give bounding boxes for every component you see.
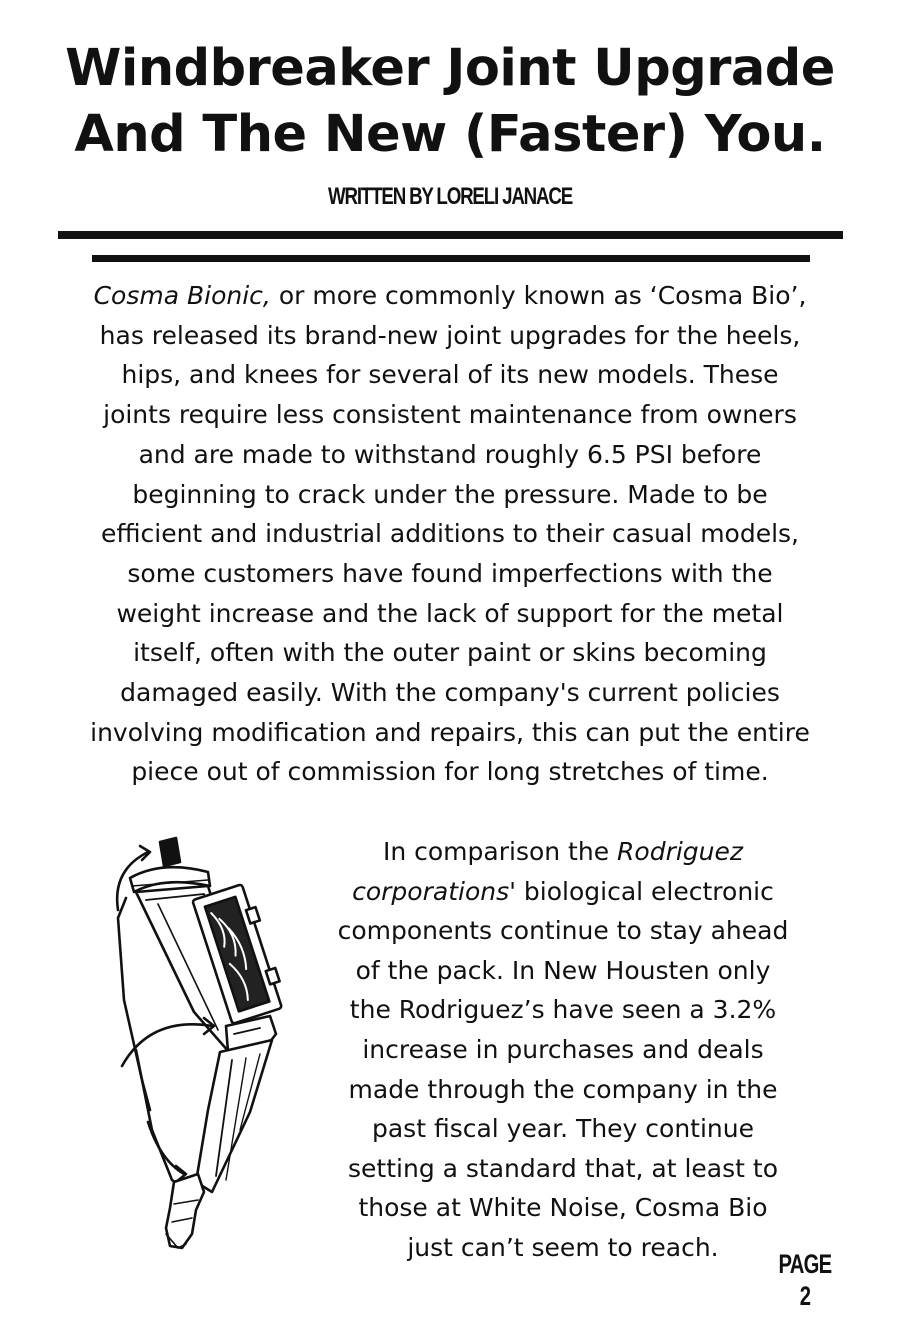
paragraph-line: Cosma Bionic, or more commonly known as ‘Cosma Bio’,	[93, 281, 807, 310]
intro-paragraph	[30, 276, 870, 792]
comparison-paragraph	[300, 832, 826, 1268]
paragraph-line: In comparison the Rodriguez	[382, 837, 744, 866]
paragraph-line: beginning to crack under the pressure. Made to be	[132, 479, 768, 509]
paragraph-line: some customers have found imperfections with the	[127, 558, 773, 588]
paragraph-line: has released its brand-new joint upgrades for the heels,	[99, 320, 801, 350]
divider-rule	[58, 231, 843, 239]
paragraph-line: components continue to stay ahead	[337, 916, 789, 946]
paragraph-line: made through the company in the	[348, 1074, 778, 1104]
paragraph-line: those at White Noise, Cosma Bio	[358, 1193, 768, 1223]
paragraph-line: weight increase and the lack of support for the metal	[116, 598, 784, 628]
paragraph-line: just can’t seem to reach.	[407, 1232, 719, 1262]
paragraph-line: itself, often with the outer paint or skins becoming	[133, 638, 767, 668]
company-name-italic: Rodriguez	[617, 837, 744, 866]
page-number: PAGE 2	[778, 1249, 832, 1311]
company-name-italic: corporations'	[352, 876, 516, 906]
company-name-italic: Cosma Bionic,	[93, 281, 271, 310]
paragraph-line: involving modification and repairs, this can put the entire	[90, 717, 810, 747]
paragraph-line: increase in purchases and deals	[362, 1034, 764, 1064]
divider-rule	[92, 255, 810, 262]
paragraph-line: efficient and industrial additions to their casual models,	[100, 519, 800, 549]
paragraph-line: piece out of commission for long stretches of time.	[131, 757, 769, 787]
byline: WRITTEN BY LORELI JANACE	[327, 183, 573, 210]
bionic-leg-illustration-icon	[100, 830, 310, 1260]
paragraph-line: of the pack. In New Housten only	[355, 955, 771, 985]
paragraph-line: corporations' biological electronic	[352, 876, 774, 906]
paragraph-line: past fiscal year. They continue	[371, 1114, 754, 1144]
title-line: Windbreaker Joint Upgrade	[65, 39, 835, 98]
paragraph-line: hips, and knees for several of its new models. These	[121, 360, 779, 390]
paragraph-line: and are made to withstand roughly 6.5 PSI before	[138, 439, 762, 469]
paragraph-line: setting a standard that, at least to	[348, 1153, 778, 1183]
paragraph-line: damaged easily. With the company's current policies	[120, 678, 780, 708]
paragraph-line: joints require less consistent maintenance from owners	[103, 400, 797, 430]
article-title	[20, 36, 880, 168]
title-line: And The New (Faster) You.	[74, 105, 826, 164]
paragraph-line: the Rodriguez’s have seen a 3.2%	[349, 995, 777, 1025]
